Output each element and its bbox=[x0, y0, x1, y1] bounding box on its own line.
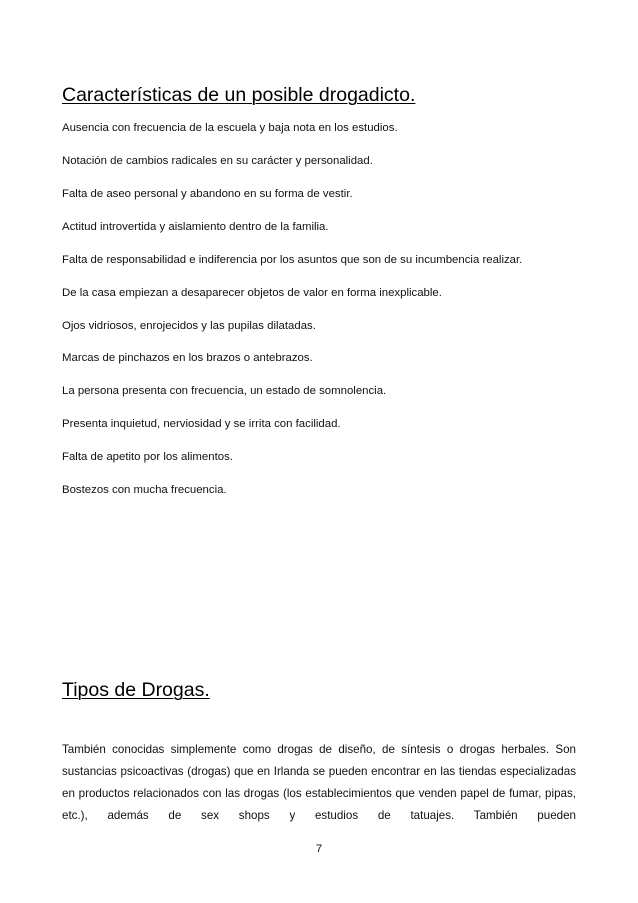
list-item: Marcas de pinchazos en los brazos o antebrazos. bbox=[62, 352, 313, 364]
list-item: Falta de responsabilidad e indiferencia por los asuntos que son de su incumbencia realizar. bbox=[62, 254, 523, 266]
list-item: Ojos vidriosos, enrojecidos y las pupilas dilatadas. bbox=[62, 320, 316, 332]
list-item: Presenta inquietud, nerviosidad y se irrita con facilidad. bbox=[62, 418, 341, 430]
section-title-caracteristicas: Características de un posible drogadicto. bbox=[62, 84, 416, 106]
page-number: 7 bbox=[315, 843, 323, 855]
section-title-tipos-de-drogas: Tipos de Drogas. bbox=[62, 679, 210, 701]
body-paragraph: También conocidas simplemente como drogas de diseño, de síntesis o drogas herbales. Son sustancias psicoactivas (drogas) que en Irlanda se pueden encontrar en las tiendas especializadas en productos relacionados con las drogas (los establecimientos que venden papel de fumar, pipas, etc.), además de sex shops y estudios de tatuajes. También pueden bbox=[62, 743, 576, 822]
list-item: Falta de aseo personal y abandono en su forma de vestir. bbox=[62, 188, 353, 200]
list-item: De la casa empiezan a desaparecer objetos de valor en forma inexplicable. bbox=[62, 287, 442, 299]
list-item: La persona presenta con frecuencia, un estado de somnolencia. bbox=[62, 385, 387, 397]
list-item: Falta de apetito por los alimentos. bbox=[62, 451, 233, 463]
list-item: Actitud introvertida y aislamiento dentro de la familia. bbox=[62, 221, 329, 233]
list-item: Notación de cambios radicales en su carácter y personalidad. bbox=[62, 155, 373, 167]
list-item: Ausencia con frecuencia de la escuela y baja nota en los estudios. bbox=[62, 122, 398, 134]
list-item: Bostezos con mucha frecuencia. bbox=[62, 484, 227, 496]
